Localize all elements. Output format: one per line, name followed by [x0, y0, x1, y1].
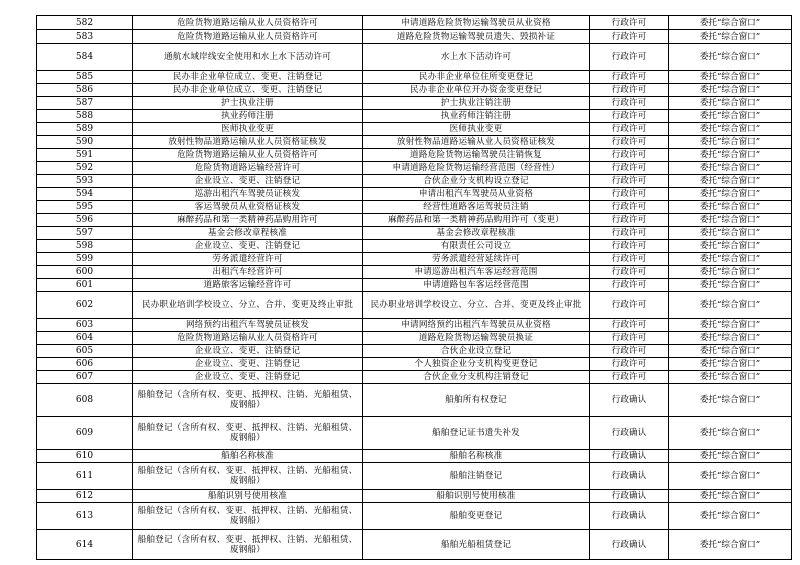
row-number: 583 — [37, 30, 133, 44]
table-row — [37, 136, 792, 149]
sub-item-name: 执业药师注销注册 — [363, 110, 590, 123]
handling-mode: 委托“综合窗口” — [669, 358, 792, 371]
row-number: 608 — [37, 384, 133, 417]
permit-type: 行政许可 — [590, 16, 669, 30]
table-row — [37, 240, 792, 253]
handling-mode: 委托“综合窗口” — [669, 136, 792, 149]
row-number: 607 — [37, 371, 133, 384]
item-name: 企业设立、变更、注销登记 — [133, 175, 363, 188]
sub-item-name: 医师执业变更 — [363, 123, 590, 136]
table-row — [37, 417, 792, 450]
sub-item-name: 申请道路包车客运经营范围 — [363, 279, 590, 292]
table-row — [37, 292, 792, 319]
row-number: 594 — [37, 188, 133, 201]
row-number: 586 — [37, 84, 133, 97]
sub-item-name: 放射性物品道路运输从业人员资格证核发 — [363, 136, 590, 149]
table-row — [37, 227, 792, 240]
sub-item-name: 水上水下活动许可 — [363, 44, 590, 71]
row-number: 589 — [37, 123, 133, 136]
permit-type: 行政许可 — [590, 149, 669, 162]
handling-mode: 委托“综合窗口” — [669, 266, 792, 279]
item-name: 船舶登记（含所有权、变更、抵押权、注销、光船租赁、废钢船） — [133, 417, 363, 450]
handling-mode: 委托“综合窗口” — [669, 490, 792, 503]
permit-type: 行政许可 — [590, 44, 669, 71]
row-number: 588 — [37, 110, 133, 123]
table-row — [37, 214, 792, 227]
table-row — [37, 530, 792, 560]
row-number: 592 — [37, 162, 133, 175]
table-row — [37, 97, 792, 110]
permit-type: 行政许可 — [590, 162, 669, 175]
sub-item-name: 船舶登记证书遗失补发 — [363, 417, 590, 450]
sub-item-name: 有限责任公司设立 — [363, 240, 590, 253]
handling-mode: 委托“综合窗口” — [669, 253, 792, 266]
row-number: 604 — [37, 332, 133, 345]
handling-mode: 委托“综合窗口” — [669, 240, 792, 253]
row-number: 614 — [37, 530, 133, 560]
sub-item-name: 道路危险货物运输驾驶员注销恢复 — [363, 149, 590, 162]
permit-type: 行政确认 — [590, 503, 669, 530]
row-number: 596 — [37, 214, 133, 227]
handling-mode: 委托“综合窗口” — [669, 417, 792, 450]
permit-type: 行政许可 — [590, 279, 669, 292]
item-name: 麻醉药品和第一类精神药品购用许可 — [133, 214, 363, 227]
handling-mode: 委托“综合窗口” — [669, 279, 792, 292]
handling-mode: 委托“综合窗口” — [669, 463, 792, 490]
table-row — [37, 71, 792, 84]
handling-mode: 委托“综合窗口” — [669, 292, 792, 319]
table-row — [37, 384, 792, 417]
item-name: 企业设立、变更、注销登记 — [133, 345, 363, 358]
row-number: 601 — [37, 279, 133, 292]
row-number: 587 — [37, 97, 133, 110]
row-number: 599 — [37, 253, 133, 266]
handling-mode: 委托“综合窗口” — [669, 384, 792, 417]
permit-table-body — [37, 16, 792, 560]
handling-mode: 委托“综合窗口” — [669, 214, 792, 227]
sub-item-name: 合伙企业分支机构设立登记 — [363, 175, 590, 188]
sub-item-name: 船舶注销登记 — [363, 463, 590, 490]
row-number: 603 — [37, 319, 133, 332]
item-name: 危险货物道路运输从业人员资格许可 — [133, 30, 363, 44]
table-row — [37, 279, 792, 292]
sub-item-name: 申请网络预约出租汽车驾驶员从业资格 — [363, 319, 590, 332]
table-row — [37, 463, 792, 490]
item-name: 客运驾驶员从业资格证核发 — [133, 201, 363, 214]
handling-mode: 委托“综合窗口” — [669, 332, 792, 345]
sub-item-name: 船舶识别号使用核准 — [363, 490, 590, 503]
handling-mode: 委托“综合窗口” — [669, 149, 792, 162]
item-name: 放射性物品道路运输从业人员资格证核发 — [133, 136, 363, 149]
table-row — [37, 123, 792, 136]
permit-type: 行政许可 — [590, 30, 669, 44]
sub-item-name: 劳务派遣经营延续许可 — [363, 253, 590, 266]
row-number: 600 — [37, 266, 133, 279]
item-name: 船舶识别号使用核准 — [133, 490, 363, 503]
permit-type: 行政确认 — [590, 450, 669, 463]
sub-item-name: 民办非企业单位住所变更登记 — [363, 71, 590, 84]
table-row — [37, 162, 792, 175]
permit-type: 行政确认 — [590, 530, 669, 560]
sub-item-name: 申请出租汽车驾驶员从业资格 — [363, 188, 590, 201]
item-name: 出租汽车经营许可 — [133, 266, 363, 279]
permit-type: 行政确认 — [590, 490, 669, 503]
permit-type: 行政许可 — [590, 201, 669, 214]
permit-type: 行政许可 — [590, 292, 669, 319]
permit-type: 行政许可 — [590, 319, 669, 332]
item-name: 船舶登记（含所有权、变更、抵押权、注销、光船租赁、废钢船） — [133, 384, 363, 417]
item-name: 通航水域岸线安全使用和水上水下活动许可 — [133, 44, 363, 71]
sub-item-name: 船舶光船租赁登记 — [363, 530, 590, 560]
table-row — [37, 149, 792, 162]
permit-type: 行政许可 — [590, 253, 669, 266]
table-row — [37, 266, 792, 279]
table-row — [37, 188, 792, 201]
handling-mode: 委托“综合窗口” — [669, 84, 792, 97]
table-row — [37, 319, 792, 332]
permit-type: 行政许可 — [590, 332, 669, 345]
handling-mode: 委托“综合窗口” — [669, 319, 792, 332]
table-row — [37, 345, 792, 358]
item-name: 船舶登记（含所有权、变更、抵押权、注销、光船租赁、废钢船） — [133, 530, 363, 560]
handling-mode: 委托“综合窗口” — [669, 110, 792, 123]
item-name: 道路旅客运输经营许可 — [133, 279, 363, 292]
permit-type: 行政许可 — [590, 214, 669, 227]
table-row — [37, 503, 792, 530]
sub-item-name: 船舶名称核准 — [363, 450, 590, 463]
row-number: 593 — [37, 175, 133, 188]
permit-type: 行政许可 — [590, 227, 669, 240]
sub-item-name: 基金会修改章程核准 — [363, 227, 590, 240]
table-row — [37, 332, 792, 345]
item-name: 企业设立、变更、注销登记 — [133, 358, 363, 371]
item-name: 巡游出租汽车驾驶员证核发 — [133, 188, 363, 201]
sub-item-name: 道路危险货物运输驾驶员遗失、毁损补证 — [363, 30, 590, 44]
table-row — [37, 44, 792, 71]
sub-item-name: 合伙企业设立登记 — [363, 345, 590, 358]
sub-item-name: 麻醉药品和第一类精神药品购用许可（变更） — [363, 214, 590, 227]
item-name: 船舶登记（含所有权、变更、抵押权、注销、光船租赁、废钢船） — [133, 463, 363, 490]
permit-type: 行政许可 — [590, 240, 669, 253]
table-row — [37, 84, 792, 97]
item-name: 船舶登记（含所有权、变更、抵押权、注销、光船租赁、废钢船） — [133, 503, 363, 530]
handling-mode: 委托“综合窗口” — [669, 188, 792, 201]
row-number: 591 — [37, 149, 133, 162]
row-number: 605 — [37, 345, 133, 358]
sub-item-name: 民办非企业单位开办资金变更登记 — [363, 84, 590, 97]
permit-type: 行政许可 — [590, 97, 669, 110]
item-name: 劳务派遣经营许可 — [133, 253, 363, 266]
handling-mode: 委托“综合窗口” — [669, 201, 792, 214]
permit-type: 行政确认 — [590, 417, 669, 450]
row-number: 595 — [37, 201, 133, 214]
handling-mode: 委托“综合窗口” — [669, 450, 792, 463]
row-number: 602 — [37, 292, 133, 319]
row-number: 590 — [37, 136, 133, 149]
item-name: 医师执业变更 — [133, 123, 363, 136]
sub-item-name: 申请道路危险货物运输驾驶员从业资格 — [363, 16, 590, 30]
item-name: 危险货物道路运输从业人员资格许可 — [133, 149, 363, 162]
handling-mode: 委托“综合窗口” — [669, 345, 792, 358]
permit-type: 行政许可 — [590, 136, 669, 149]
row-number: 611 — [37, 463, 133, 490]
sub-item-name: 申请巡游出租汽车客运经营范围 — [363, 266, 590, 279]
handling-mode: 委托“综合窗口” — [669, 371, 792, 384]
row-number: 584 — [37, 44, 133, 71]
permit-type: 行政许可 — [590, 266, 669, 279]
item-name: 民办职业培训学校设立、分立、合并、变更及终止审批 — [133, 292, 363, 319]
sub-item-name: 道路危险货物运输驾驶员换证 — [363, 332, 590, 345]
sub-item-name: 申请道路危险货物运输经营范围（经营性） — [363, 162, 590, 175]
sub-item-name: 船舶所有权登记 — [363, 384, 590, 417]
permit-type: 行政许可 — [590, 188, 669, 201]
row-number: 585 — [37, 71, 133, 84]
item-name: 基金会修改章程核准 — [133, 227, 363, 240]
permit-type: 行政确认 — [590, 384, 669, 417]
permit-type: 行政许可 — [590, 84, 669, 97]
permit-type: 行政确认 — [590, 463, 669, 490]
table-row — [37, 201, 792, 214]
item-name: 危险货物道路运输从业人员资格许可 — [133, 332, 363, 345]
item-name: 危险货物道路运输经营许可 — [133, 162, 363, 175]
row-number: 598 — [37, 240, 133, 253]
item-name: 危险货物道路运输从业人员资格许可 — [133, 16, 363, 30]
permit-type: 行政许可 — [590, 371, 669, 384]
handling-mode: 委托“综合窗口” — [669, 530, 792, 560]
sub-item-name: 民办职业培训学校设立、分立、合并、变更及终止审批 — [363, 292, 590, 319]
table-row — [37, 253, 792, 266]
handling-mode: 委托“综合窗口” — [669, 30, 792, 44]
table-row — [37, 175, 792, 188]
table-row — [37, 358, 792, 371]
permit-table — [36, 15, 792, 560]
sub-item-name: 经营性道路客运驾驶员注销 — [363, 201, 590, 214]
handling-mode: 委托“综合窗口” — [669, 227, 792, 240]
row-number: 597 — [37, 227, 133, 240]
row-number: 613 — [37, 503, 133, 530]
item-name: 执业药师注册 — [133, 110, 363, 123]
item-name: 船舶名称核准 — [133, 450, 363, 463]
handling-mode: 委托“综合窗口” — [669, 16, 792, 30]
sub-item-name: 护士执业注销注册 — [363, 97, 590, 110]
item-name: 企业设立、变更、注销登记 — [133, 240, 363, 253]
row-number: 612 — [37, 490, 133, 503]
sub-item-name: 合伙企业分支机构注销登记 — [363, 371, 590, 384]
table-row — [37, 110, 792, 123]
permit-type: 行政许可 — [590, 110, 669, 123]
item-name: 企业设立、变更、注销登记 — [133, 371, 363, 384]
row-number: 582 — [37, 16, 133, 30]
table-row — [37, 16, 792, 30]
row-number: 606 — [37, 358, 133, 371]
handling-mode: 委托“综合窗口” — [669, 71, 792, 84]
handling-mode: 委托“综合窗口” — [669, 162, 792, 175]
table-row — [37, 30, 792, 44]
item-name: 网络预约出租汽车驾驶员证核发 — [133, 319, 363, 332]
item-name: 民办非企业单位成立、变更、注销登记 — [133, 84, 363, 97]
row-number: 610 — [37, 450, 133, 463]
table-row — [37, 371, 792, 384]
table-row — [37, 450, 792, 463]
item-name: 民办非企业单位成立、变更、注销登记 — [133, 71, 363, 84]
handling-mode: 委托“综合窗口” — [669, 503, 792, 530]
permit-type: 行政许可 — [590, 358, 669, 371]
handling-mode: 委托“综合窗口” — [669, 44, 792, 71]
row-number: 609 — [37, 417, 133, 450]
permit-type: 行政许可 — [590, 345, 669, 358]
sub-item-name: 船舶变更登记 — [363, 503, 590, 530]
sub-item-name: 个人独资企业分支机构变更登记 — [363, 358, 590, 371]
handling-mode: 委托“综合窗口” — [669, 123, 792, 136]
permit-type: 行政许可 — [590, 123, 669, 136]
permit-type: 行政许可 — [590, 71, 669, 84]
table-row — [37, 490, 792, 503]
item-name: 护士执业注册 — [133, 97, 363, 110]
handling-mode: 委托“综合窗口” — [669, 97, 792, 110]
handling-mode: 委托“综合窗口” — [669, 175, 792, 188]
permit-type: 行政许可 — [590, 175, 669, 188]
